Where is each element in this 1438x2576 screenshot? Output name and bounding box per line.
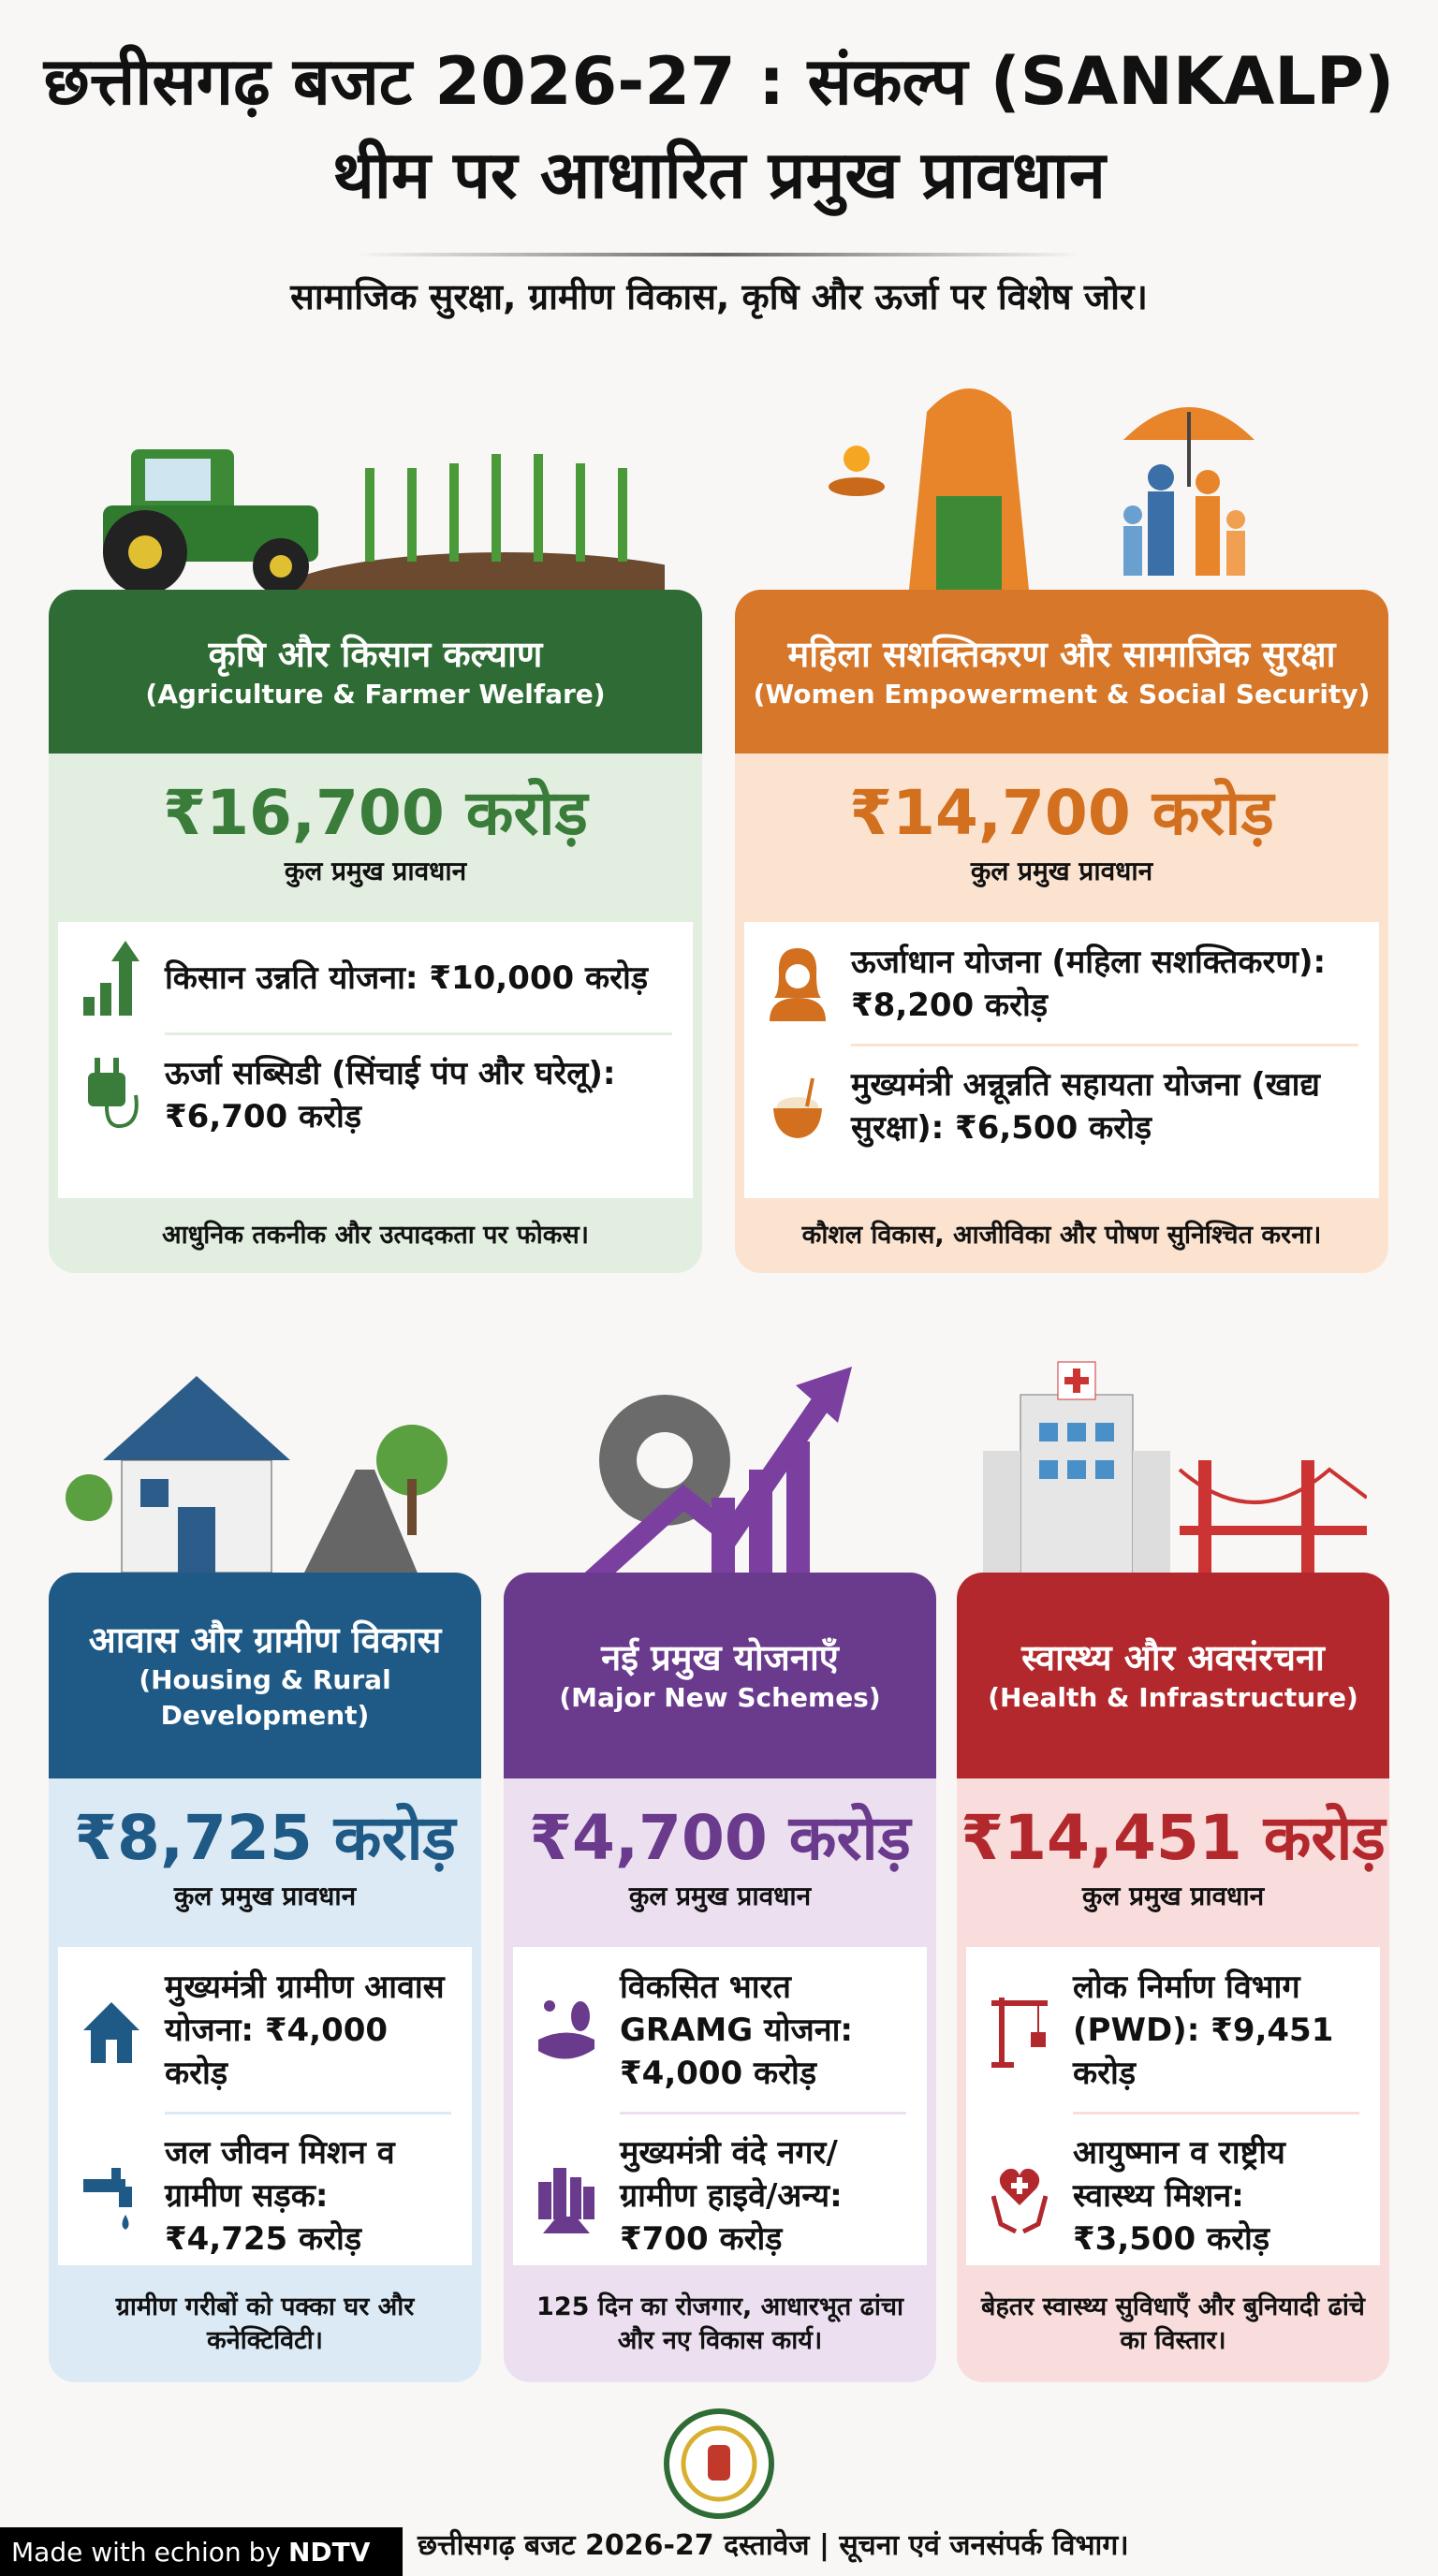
card-footer-note: 125 दिन का रोजगार, आधारभूत ढांचा और नए विकास कार्य। (536, 2291, 903, 2355)
health-heart-icon (987, 2159, 1052, 2233)
card-amount-label: कुल प्रमुख प्रावधान (970, 856, 1153, 886)
growth-chart-icon (79, 941, 144, 1016)
item-divider (620, 2112, 906, 2115)
card-header (49, 1573, 481, 1778)
title-divider (356, 253, 1082, 256)
card-amount-section (957, 1778, 1389, 1947)
item-text: लोक निर्माण विभाग (PWD): ₹9,451 करोड़ (1073, 1969, 1334, 2092)
card-amount-section (49, 1778, 481, 1947)
item-text: मुख्यमंत्री वंदे नगर/ग्रामीण हाइवे/अन्य: ₹700 करोड़ (620, 2134, 843, 2258)
item-divider (1073, 2112, 1359, 2115)
card-footer-note: आधुनिक तकनीक और उत्पादकता पर फोकस। (162, 1221, 589, 1250)
budget-card (735, 590, 1388, 1273)
card-amount-label: कुल प्रमुख प्रावधान (284, 856, 467, 886)
page-title-line2: थीम पर आधारित प्रमुख प्रावधान (332, 137, 1106, 213)
card-title: आवास और ग्रामीण विकास (88, 1619, 442, 1661)
list-item (79, 941, 672, 1016)
card-amount-label: कुल प्रमुख प्रावधान (628, 1881, 812, 1911)
card-header (504, 1573, 936, 1778)
item-text: किसान उन्नति योजना: ₹10,000 करोड़ (165, 959, 649, 997)
plug-icon (79, 1058, 144, 1133)
page-subtitle: सामाजिक सुरक्षा, ग्रामीण विकास, कृषि और ऊर्जा पर विशेष जोर। (290, 276, 1148, 317)
card-header (49, 590, 702, 754)
card-total-amount: ₹4,700 करोड़ (529, 1802, 911, 1874)
item-text: जल जीवन मिशन व ग्रामीण सड़क: ₹4,725 करोड़ (165, 2134, 395, 2258)
crane-icon (987, 1993, 1052, 2068)
item-text: ऊर्जा सब्सिडी (सिंचाई पंप और घरेलू): ₹6,700 करोड़ (165, 1055, 616, 1135)
item-text: आयुष्मान व राष्ट्रीय स्वास्थ्य मिशन: ₹3,500 करोड़ (1073, 2134, 1285, 2258)
item-text: विकसित भारत GRAMG योजना: ₹4,000 करोड़ (620, 1969, 854, 2092)
card-total-amount: ₹8,725 करोड़ (74, 1802, 456, 1874)
card-header (735, 590, 1388, 754)
budget-card (49, 590, 702, 1273)
card-amount-section (504, 1778, 936, 1947)
card-title: नई प्रमुख योजनाएँ (601, 1637, 839, 1678)
item-text: ऊर्जाधान योजना (महिला सशक्तिकरण): ₹8,200 करोड़ (851, 944, 1327, 1024)
card-total-amount: ₹14,700 करोड़ (849, 777, 1274, 849)
budget-card (957, 1573, 1389, 2382)
card-title-english: (Health & Infrastructure) (988, 1682, 1358, 1713)
card-title: महिला सशक्तिकरण और सामाजिक सुरक्षा (787, 633, 1336, 675)
card-items (513, 1947, 927, 2265)
water-tap-icon (79, 2159, 144, 2233)
item-divider (165, 2112, 451, 2115)
card-items (58, 1947, 472, 2265)
item-text: मुख्यमंत्री अन्नून्नति सहायता योजना (खाद्य सुरक्षा): ₹6,500 करोड़ (851, 1066, 1320, 1147)
card-items (966, 1947, 1380, 2265)
card-amount-section (49, 754, 702, 922)
card-title-english: (Housing & Rural Development) (139, 1664, 391, 1731)
budget-card (504, 1573, 936, 2382)
card-title: स्वास्थ्य और अवसंरचना (1021, 1637, 1325, 1678)
echion-logo: echion (154, 2536, 242, 2568)
woman-icon (765, 946, 830, 1021)
card-title-english: (Women Empowerment & Social Security) (753, 678, 1371, 710)
made-with-branding (0, 2527, 403, 2576)
ndtv-logo: NDTV (288, 2536, 371, 2568)
farm-field-icon (534, 1993, 599, 2068)
card-header (957, 1573, 1389, 1778)
list-item (79, 2131, 451, 2261)
tractor-crops-illustration (103, 431, 665, 599)
item-text: मुख्यमंत्री ग्रामीण आवास योजना: ₹4,000 करोड़ (165, 1969, 445, 2092)
page-title-line1: छत्तीसगढ़ बजट 2026-27 : संकल्प (SANKALP) (43, 43, 1395, 120)
woman-umbrella-family-illustration (814, 374, 1320, 599)
card-title-english: (Major New Schemes) (559, 1682, 881, 1713)
card-amount-label: कुल प्रमुख प्रावधान (173, 1881, 357, 1911)
hospital-bridge-illustration (983, 1357, 1367, 1582)
card-title: कृषि और किसान कल्याण (208, 633, 543, 675)
city-road-icon (534, 2159, 599, 2233)
gear-growth-arrow-illustration (580, 1367, 861, 1582)
list-item (79, 1052, 672, 1138)
card-items (58, 922, 693, 1198)
card-total-amount: ₹16,700 करोड़ (163, 777, 588, 849)
card-title-english: (Agriculture & Farmer Welfare) (145, 678, 606, 710)
card-total-amount: ₹14,451 करोड़ (961, 1802, 1386, 1874)
list-item (987, 2131, 1359, 2261)
chhattisgarh-emblem (663, 2408, 775, 2520)
footer-source: छत्तीसगढ़ बजट 2026-27 दस्तावेज | सूचना एवं जनसंपर्क विभाग। (418, 2529, 1129, 2562)
list-item (79, 1966, 451, 2095)
item-divider (165, 1032, 672, 1035)
card-footer-note: ग्रामीण गरीबों को पक्का घर और कनेक्टिविटी। (115, 2291, 415, 2355)
card-amount-label: कुल प्रमुख प्रावधान (1081, 1881, 1265, 1911)
card-footer-note: बेहतर स्वास्थ्य सुविधाएँ और बुनियादी ढांचे का विस्तार। (981, 2291, 1365, 2355)
list-item (534, 2131, 906, 2261)
house-icon (79, 1993, 144, 2068)
list-item (534, 1966, 906, 2095)
list-item (765, 941, 1358, 1027)
list-item (765, 1063, 1358, 1149)
card-amount-section (735, 754, 1388, 922)
house-road-illustration (66, 1357, 459, 1582)
food-bowl-icon (765, 1069, 830, 1144)
card-footer-note: कौशल विकास, आजीविका और पोषण सुनिश्चित करना। (801, 1221, 1322, 1250)
item-divider (851, 1044, 1358, 1046)
list-item (987, 1966, 1359, 2095)
budget-card (49, 1573, 481, 2382)
card-items (744, 922, 1379, 1198)
made-with-label: Made with (11, 2536, 147, 2568)
by-label: by (248, 2536, 281, 2568)
